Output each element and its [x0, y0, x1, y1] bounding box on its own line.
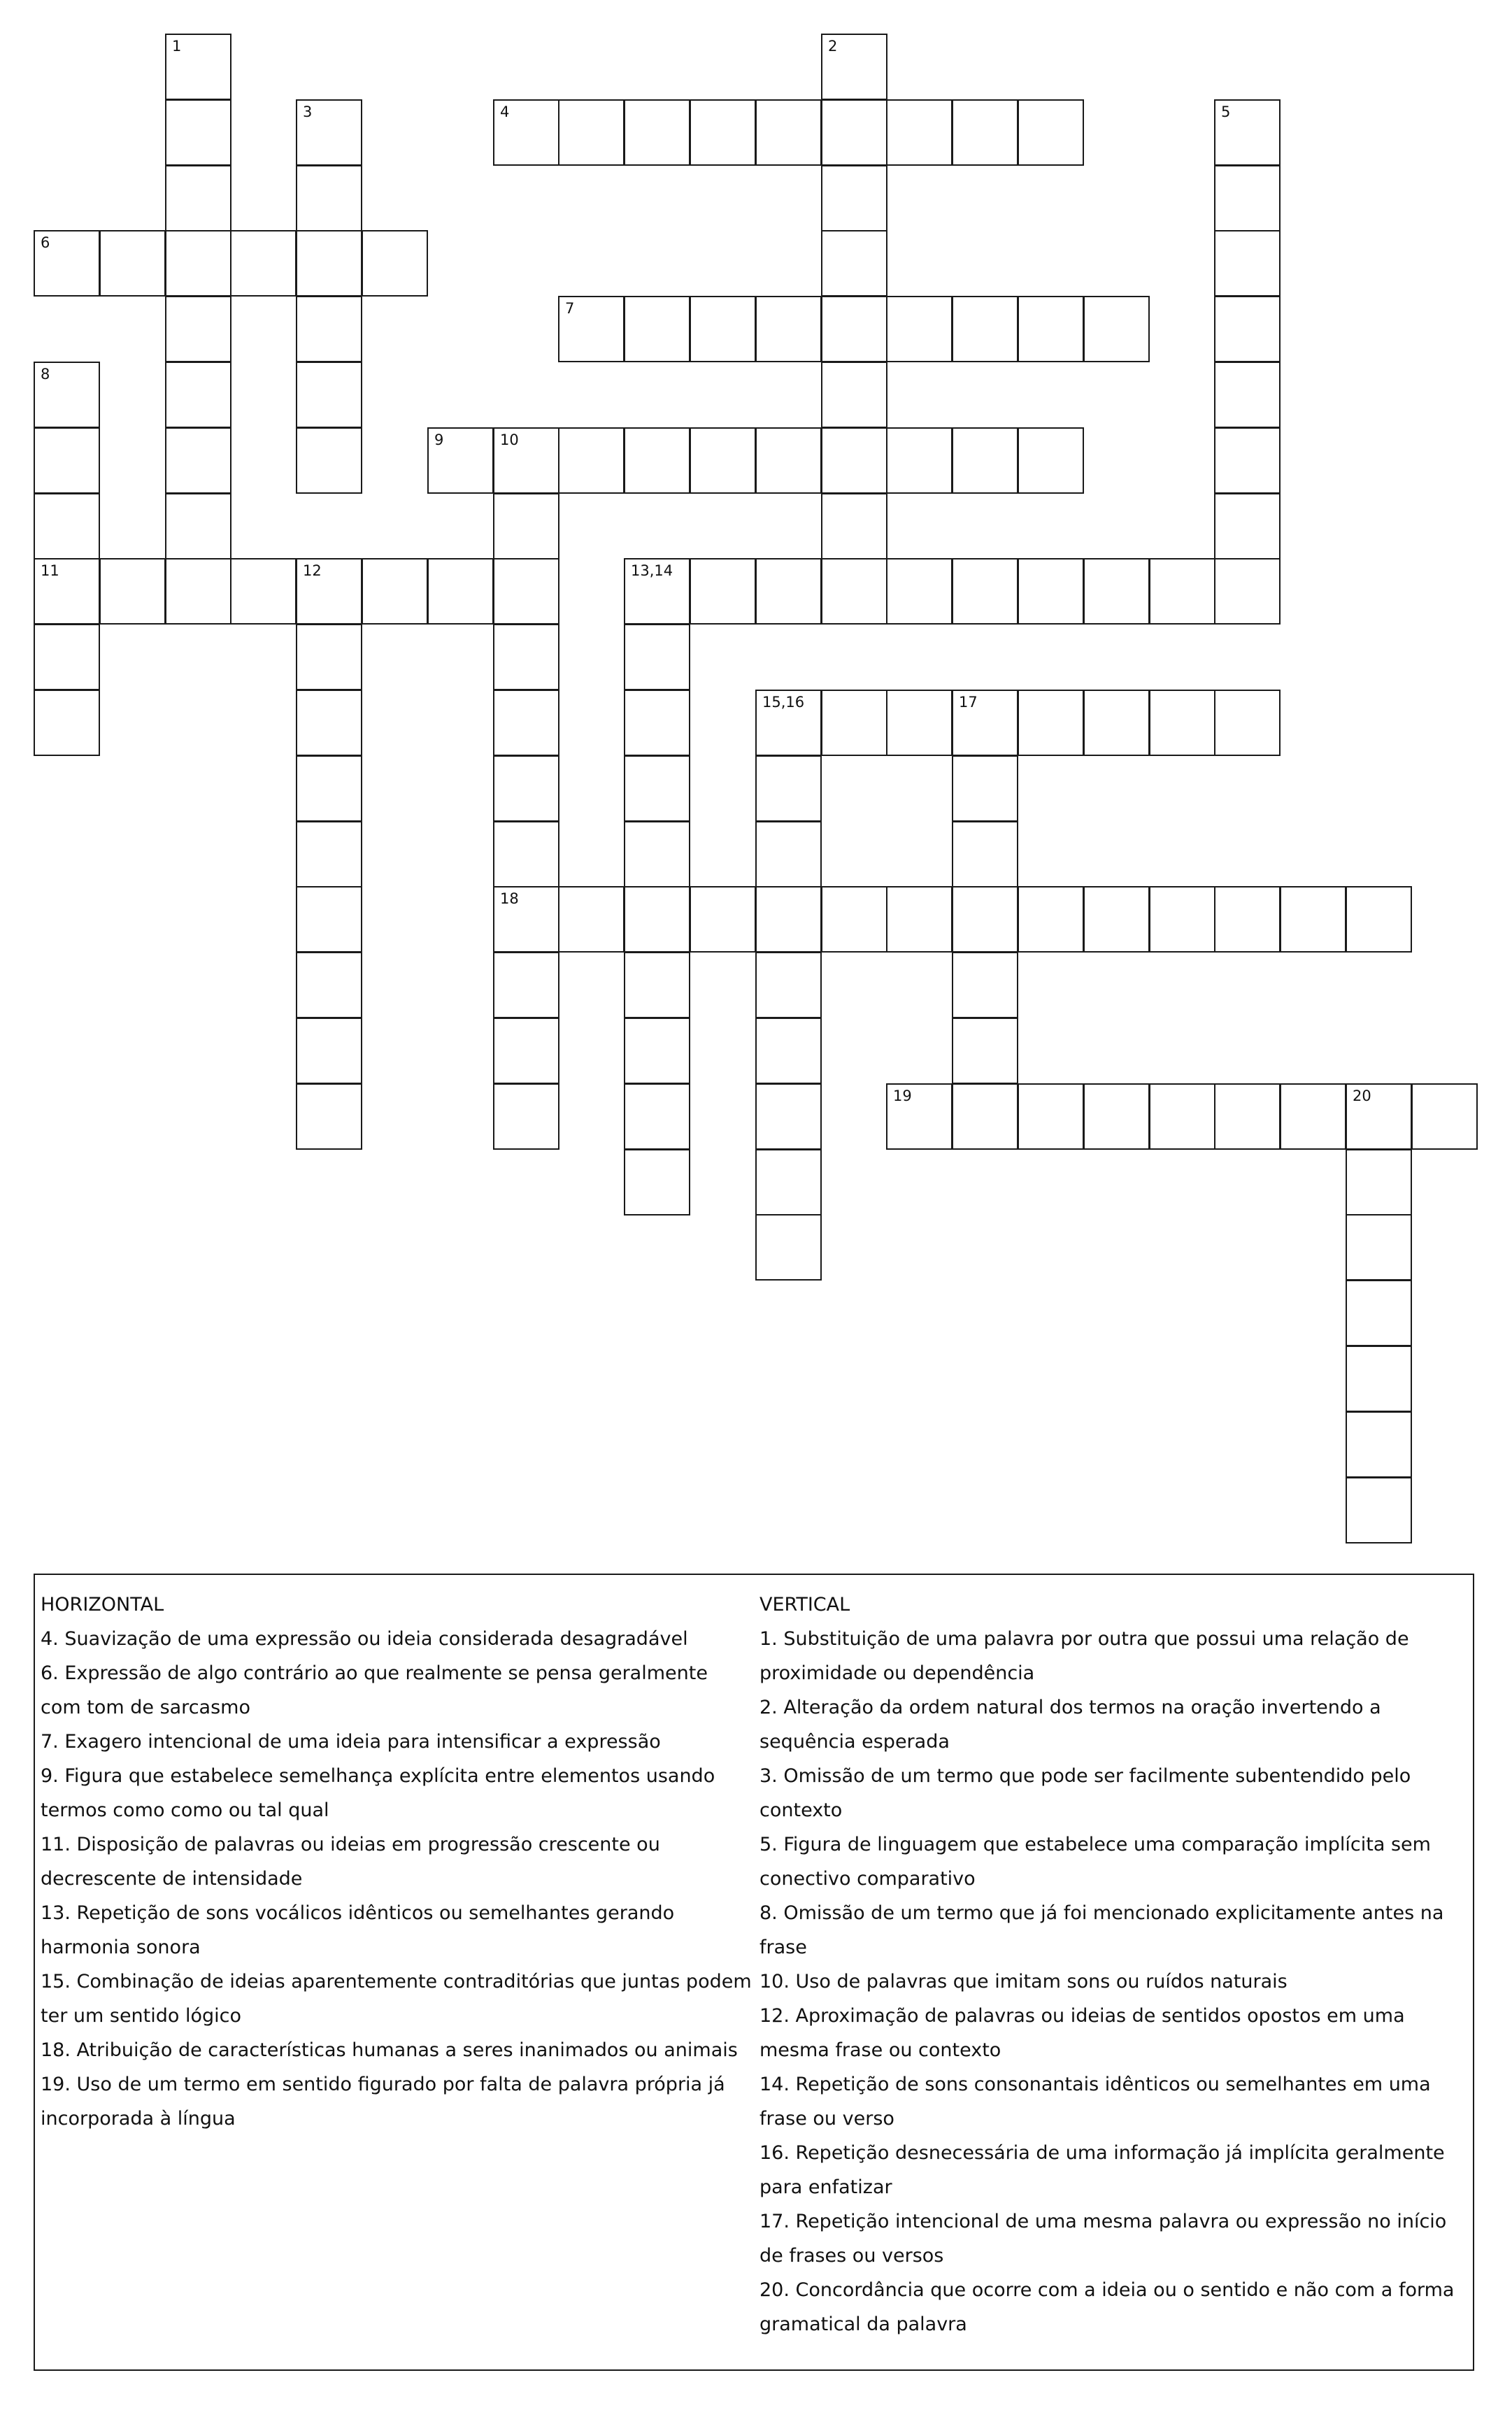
grid-cell[interactable]	[624, 558, 690, 625]
grid-cell[interactable]	[1018, 1083, 1084, 1150]
grid-cell[interactable]	[296, 755, 362, 822]
grid-cell[interactable]	[1346, 1214, 1412, 1281]
grid-cell[interactable]	[1018, 427, 1084, 494]
grid-cell[interactable]	[493, 493, 559, 559]
grid-cell[interactable]	[821, 165, 887, 231]
grid-cell[interactable]	[1214, 230, 1281, 297]
clue-box	[34, 1574, 1474, 2371]
grid-cell[interactable]	[755, 1083, 822, 1150]
grid-cell[interactable]	[952, 755, 1018, 822]
grid-cell[interactable]	[821, 493, 887, 559]
grid-cell[interactable]	[165, 34, 231, 100]
grid-cell[interactable]	[821, 34, 887, 100]
cell-number: 6	[41, 234, 50, 251]
grid-cell[interactable]	[821, 558, 887, 625]
clue-horizontal-18: 18. Atribuição de características humanas a seres inanimados ou animais	[41, 2039, 738, 2061]
grid-cell[interactable]	[493, 1083, 559, 1150]
grid-cell[interactable]	[1083, 1083, 1150, 1150]
grid-cell[interactable]	[690, 886, 756, 953]
clue-horizontal-13: 13. Repetição de sons vocálicos idênticos ou semelhantes gerando harmonia sonora	[41, 1902, 675, 1958]
grid-cell[interactable]	[624, 427, 690, 494]
clue-vertical-1: 1. Substituição de uma palavra por outra que possui uma relação de proximidade ou dependência	[759, 1628, 1409, 1684]
grid-cell[interactable]	[1346, 1280, 1412, 1346]
grid-cell[interactable]	[755, 886, 822, 953]
grid-cell[interactable]	[493, 427, 559, 494]
cell-number: 9	[434, 432, 444, 448]
grid-cell[interactable]	[1346, 1346, 1412, 1412]
grid-cell[interactable]	[821, 230, 887, 297]
grid-cell[interactable]	[1214, 362, 1281, 428]
grid-cell[interactable]	[1149, 1083, 1215, 1150]
vertical-heading: VERTICAL	[759, 1594, 850, 1616]
grid-cell[interactable]	[34, 690, 100, 756]
clue-vertical-3: 3. Omissão de um termo que pode ser facilmente subentendido pelo contexto	[759, 1765, 1411, 1821]
grid-cell[interactable]	[362, 230, 428, 297]
cell-number: 13,14	[631, 562, 673, 579]
grid-cell[interactable]	[886, 427, 953, 494]
grid-cell[interactable]	[296, 296, 362, 362]
cell-number: 18	[500, 890, 519, 907]
grid-cell[interactable]	[99, 230, 166, 297]
grid-cell[interactable]	[821, 296, 887, 362]
cell-number: 20	[1353, 1088, 1371, 1104]
grid-cell[interactable]	[558, 427, 625, 494]
grid-cell[interactable]	[1149, 690, 1215, 756]
grid-cell[interactable]	[1018, 558, 1084, 625]
grid-cell[interactable]	[690, 427, 756, 494]
cell-number: 17	[959, 694, 978, 711]
grid-cell[interactable]	[34, 362, 100, 428]
clue-vertical-20: 20. Concordância que ocorre com a ideia ou o sentido e não com a forma gramatical da palavra	[759, 2279, 1455, 2335]
grid-cell[interactable]	[34, 230, 100, 297]
grid-cell[interactable]	[624, 886, 690, 953]
grid-cell[interactable]	[952, 952, 1018, 1018]
horizontal-heading: HORIZONTAL	[41, 1594, 164, 1616]
grid-cell[interactable]	[624, 624, 690, 690]
grid-cell[interactable]	[558, 296, 625, 362]
clue-horizontal-15: 15. Combinação de ideias aparentemente contraditórias que juntas podem ter um sentido lógico	[41, 1971, 752, 2027]
grid-cell[interactable]	[886, 296, 953, 362]
grid-cell[interactable]	[755, 558, 822, 625]
grid-cell[interactable]	[296, 427, 362, 494]
clue-vertical-14: 14. Repetição de sons consonantais idênticos ou semelhantes em uma frase ou verso	[759, 2074, 1431, 2130]
grid-cell[interactable]	[1018, 886, 1084, 953]
grid-cell[interactable]	[165, 493, 231, 559]
grid-cell[interactable]	[1346, 1149, 1412, 1215]
grid-cell[interactable]	[296, 99, 362, 166]
grid-cell[interactable]	[886, 558, 953, 625]
clue-horizontal-4: 4. Suavização de uma expressão ou ideia considerada desagradável	[41, 1628, 688, 1650]
clue-vertical-8: 8. Omissão de um termo que já foi mencionado explicitamente antes na frase	[759, 1902, 1444, 1958]
grid-cell[interactable]	[165, 165, 231, 231]
grid-cell[interactable]	[755, 427, 822, 494]
cell-number: 2	[828, 38, 838, 55]
grid-cell[interactable]	[1214, 99, 1281, 166]
grid-cell[interactable]	[755, 1149, 822, 1215]
grid-cell[interactable]	[1214, 558, 1281, 625]
grid-cell[interactable]	[886, 690, 953, 756]
grid-cell[interactable]	[1149, 558, 1215, 625]
grid-cell[interactable]	[624, 821, 690, 887]
grid-cell[interactable]	[493, 99, 559, 166]
clue-horizontal-9: 9. Figura que estabelece semelhança explícita entre elementos usando termos como como ou tal qual	[41, 1765, 715, 1821]
grid-cell[interactable]	[821, 427, 887, 494]
grid-cell[interactable]	[296, 886, 362, 953]
horizontal-clues	[41, 1588, 754, 2136]
clue-vertical-17: 17. Repetição intencional de uma mesma palavra ou expressão no início de frases ou versos	[759, 2211, 1447, 2267]
grid-cell[interactable]	[1214, 690, 1281, 756]
grid-cell[interactable]	[1346, 886, 1412, 953]
clue-vertical-10: 10. Uso de palavras que imitam sons ou ruídos naturais	[759, 1971, 1288, 1992]
grid-cell[interactable]	[1346, 1411, 1412, 1478]
grid-cell[interactable]	[558, 886, 625, 953]
grid-cell[interactable]	[296, 558, 362, 625]
grid-cell[interactable]	[493, 558, 559, 625]
clue-horizontal-7: 7. Exagero intencional de uma ideia para intensificar a expressão	[41, 1731, 661, 1753]
clue-horizontal-6: 6. Expressão de algo contrário ao que realmente se pensa geralmente com tom de sarcasmo	[41, 1662, 708, 1718]
grid-cell[interactable]	[755, 1214, 822, 1281]
grid-cell[interactable]	[690, 558, 756, 625]
grid-cell[interactable]	[755, 952, 822, 1018]
grid-cell[interactable]	[493, 1018, 559, 1084]
grid-cell[interactable]	[624, 296, 690, 362]
clue-vertical-2: 2. Alteração da ordem natural dos termos na oração invertendo a sequência esperada	[759, 1697, 1381, 1753]
grid-cell[interactable]	[821, 99, 887, 166]
grid-cell[interactable]	[952, 99, 1018, 166]
grid-cell[interactable]	[296, 624, 362, 690]
grid-cell[interactable]	[821, 886, 887, 953]
grid-cell[interactable]	[1214, 427, 1281, 494]
grid-cell[interactable]	[34, 493, 100, 559]
grid-cell[interactable]	[493, 821, 559, 887]
grid-cell[interactable]	[624, 952, 690, 1018]
grid-cell[interactable]	[493, 952, 559, 1018]
grid-cell[interactable]	[296, 690, 362, 756]
clue-vertical-5: 5. Figura de linguagem que estabelece uma comparação implícita sem conectivo comparativo	[759, 1834, 1431, 1890]
grid-cell[interactable]	[624, 1083, 690, 1150]
grid-cell[interactable]	[296, 952, 362, 1018]
grid-cell[interactable]	[493, 690, 559, 756]
grid-cell[interactable]	[886, 99, 953, 166]
cell-number: 8	[41, 366, 50, 383]
grid-cell[interactable]	[690, 99, 756, 166]
grid-cell[interactable]	[1214, 165, 1281, 231]
grid-cell[interactable]	[296, 1083, 362, 1150]
grid-cell[interactable]	[1346, 1477, 1412, 1543]
grid-cell[interactable]	[493, 886, 559, 953]
grid-cell[interactable]	[296, 821, 362, 887]
grid-cell[interactable]	[755, 99, 822, 166]
clue-horizontal-19: 19. Uso de um termo em sentido figurado por falta de palavra própria já incorporada à língua	[41, 2074, 725, 2130]
grid-cell[interactable]	[165, 558, 231, 625]
grid-cell[interactable]	[165, 296, 231, 362]
grid-cell[interactable]	[230, 558, 297, 625]
grid-cell[interactable]	[886, 886, 953, 953]
cell-number: 11	[41, 562, 59, 579]
grid-cell[interactable]	[952, 296, 1018, 362]
grid-cell[interactable]	[755, 296, 822, 362]
grid-cell[interactable]	[690, 296, 756, 362]
cell-number: 5	[1221, 104, 1231, 120]
grid-cell[interactable]	[952, 558, 1018, 625]
grid-cell[interactable]	[34, 624, 100, 690]
grid-cell[interactable]	[296, 1018, 362, 1084]
grid-cell[interactable]	[1214, 296, 1281, 362]
grid-cell[interactable]	[34, 427, 100, 494]
grid-cell[interactable]	[886, 1083, 953, 1150]
cell-number: 1	[172, 38, 182, 55]
cell-number: 4	[500, 104, 510, 120]
grid-cell[interactable]	[1411, 1083, 1478, 1150]
cell-number: 15,16	[762, 694, 805, 711]
grid-cell[interactable]	[952, 1083, 1018, 1150]
grid-cell[interactable]	[1214, 886, 1281, 953]
grid-cell[interactable]	[624, 755, 690, 822]
grid-cell[interactable]	[1149, 886, 1215, 953]
grid-cell[interactable]	[230, 230, 297, 297]
grid-cell[interactable]	[1280, 886, 1346, 953]
cell-number: 3	[303, 104, 313, 120]
grid-cell[interactable]	[362, 558, 428, 625]
grid-cell[interactable]	[296, 362, 362, 428]
grid-cell[interactable]	[952, 821, 1018, 887]
grid-cell[interactable]	[34, 558, 100, 625]
clue-vertical-16: 16. Repetição desnecessária de uma informação já implícita geralmente para enfatizar	[759, 2142, 1445, 2198]
grid-cell[interactable]	[1083, 886, 1150, 953]
vertical-clues	[759, 1588, 1466, 2341]
grid-cell[interactable]	[165, 99, 231, 166]
clue-horizontal-11: 11. Disposição de palavras ou ideias em progressão crescente ou decrescente de intensidade	[41, 1834, 660, 1890]
grid-cell[interactable]	[1018, 99, 1084, 166]
grid-cell[interactable]	[1083, 690, 1150, 756]
grid-cell[interactable]	[296, 230, 362, 297]
clue-vertical-12: 12. Aproximação de palavras ou ideias de sentidos opostos em uma mesma frase ou contexto	[759, 2005, 1405, 2061]
grid-cell[interactable]	[755, 690, 822, 756]
cell-number: 19	[893, 1088, 912, 1104]
grid-cell[interactable]	[952, 886, 1018, 953]
grid-cell[interactable]	[952, 690, 1018, 756]
grid-cell[interactable]	[1083, 558, 1150, 625]
grid-cell[interactable]	[624, 1018, 690, 1084]
grid-cell[interactable]	[1280, 1083, 1346, 1150]
grid-cell[interactable]	[1346, 1083, 1412, 1150]
grid-cell[interactable]	[952, 427, 1018, 494]
grid-cell[interactable]	[165, 427, 231, 494]
grid-cell[interactable]	[1214, 493, 1281, 559]
grid-cell[interactable]	[493, 755, 559, 822]
grid-cell[interactable]	[755, 755, 822, 822]
grid-cell[interactable]	[952, 1018, 1018, 1084]
grid-cell[interactable]	[165, 362, 231, 428]
grid-cell[interactable]	[558, 99, 625, 166]
grid-cell[interactable]	[624, 690, 690, 756]
grid-cell[interactable]	[1214, 1083, 1281, 1150]
grid-cell[interactable]	[1018, 690, 1084, 756]
grid-cell[interactable]	[755, 1018, 822, 1084]
grid-cell[interactable]	[99, 558, 166, 625]
grid-cell[interactable]	[427, 427, 494, 494]
grid-cell[interactable]	[1083, 296, 1150, 362]
grid-cell[interactable]	[821, 690, 887, 756]
grid-cell[interactable]	[755, 821, 822, 887]
grid-cell[interactable]	[427, 558, 494, 625]
grid-cell[interactable]	[821, 362, 887, 428]
grid-cell[interactable]	[493, 624, 559, 690]
cell-number: 7	[565, 300, 575, 317]
cell-number: 12	[303, 562, 322, 579]
grid-cell[interactable]	[165, 230, 231, 297]
grid-cell[interactable]	[1018, 296, 1084, 362]
cell-number: 10	[500, 432, 519, 448]
grid-cell[interactable]	[296, 165, 362, 231]
grid-cell[interactable]	[624, 99, 690, 166]
grid-cell[interactable]	[624, 1149, 690, 1215]
